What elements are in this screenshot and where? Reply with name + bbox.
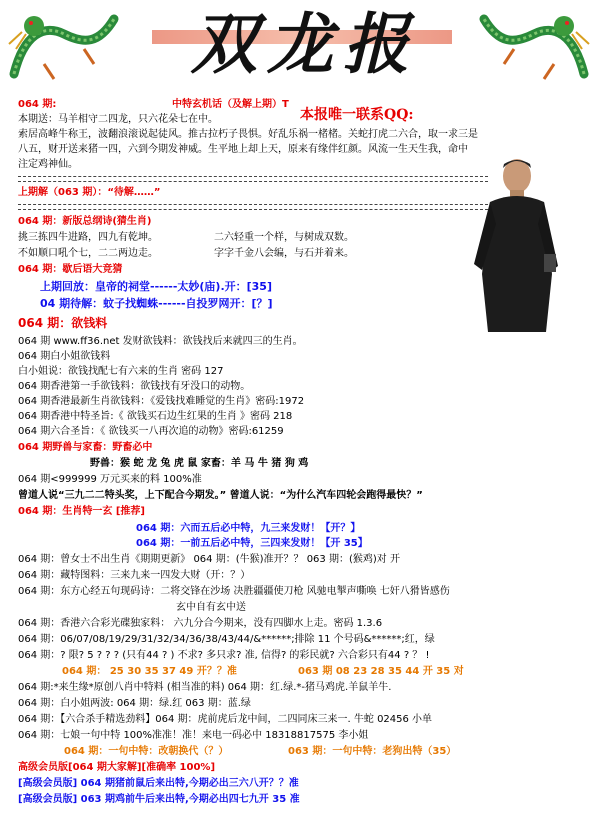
vip-line: [高级会员版] 063 期鸡前牛后来出特,今期必出四七九开 35 准 <box>18 794 300 805</box>
s6-numbers: 063 期 08 23 28 35 44 开 35 对 <box>298 666 464 677</box>
s4-line: 064 期白小姐欲钱料 <box>18 351 111 362</box>
page-title: 双龙报 <box>191 5 419 83</box>
s6-line: 064 期：藏特图料：三来九来一四发大财（开：？） <box>18 570 251 581</box>
s5-line: 064 期<999999 万元买来的料 100%准 <box>18 474 202 485</box>
divider <box>18 204 488 210</box>
contact-qq: 本报唯一联系QQ: <box>300 107 414 123</box>
s6-line: 064 期：06/07/08/19/29/31/32/34/36/38/43/44/&******;排除 11 个号码&******;红，绿 <box>18 634 435 645</box>
last-issue-answer: 上期解（063 期）：“待解……” <box>18 187 161 198</box>
s2-header: 064 期：新版总纲诗(猜生肖) <box>18 216 152 227</box>
s6-line: 064 期：一前五后必中特，三四来发财！【开 35】 <box>136 538 368 549</box>
s6-line: 064 期：香港六合彩光碟独家料： 六九分合今期来，没有四脚水上走。密码 1.3.6 <box>18 618 383 629</box>
s4-line: 064 期香港第一手欲钱料：欲钱找有牙没口的动物。 <box>18 381 251 392</box>
s5-line: 曾道人说“三九二二特头奖，上下配合今期发。” 曾道人说：“为什么汽车四轮会跑得最快？” <box>18 490 423 501</box>
s3-replay: 上期回放：皇帝的祠堂------太妙(庙).开：[35] <box>40 280 272 293</box>
s4-line: 064 期六合圣旨：《 欲钱买一八再次追的动物》密码:61259 <box>18 426 284 437</box>
s4-line: 064 期香港中特圣旨:《 欲钱买石边生红果的生肖 》密码 218 <box>18 411 293 422</box>
s1-text-line: 索居高峰牛称王，波翻浪滚说起徒风。推古拉朽子畏惧。好乱乐祸一楮楮。关蛇打虎二六合，取一求三是 <box>18 129 478 140</box>
dragon-left-icon <box>4 4 124 88</box>
s2-poem-b: 二六轻重一个样，与树成双数。 <box>214 232 354 243</box>
s4-line: 064 期 www.ff36.net 发财欲钱料：欲钱找后来就四三的生肖。 <box>18 336 303 347</box>
s1-text-line: 注定鸡神仙。 <box>18 159 78 170</box>
s6-line: 玄中自有玄中送 <box>176 602 246 613</box>
s2-poem-a: 挑三拣四牛进路，四九有乾坤。 <box>18 232 158 243</box>
s2-poem-a: 不如顺口吼个七，二二两边走。 <box>18 248 158 259</box>
vip-line: [高级会员版] 064 期猪前鼠后来出特,今期必出三六八开？？准 <box>18 778 299 789</box>
s6-line: 064 期：七娘一句中特 100%准准！准！来电一码必中 18318817575 李小姐 <box>18 730 369 741</box>
divider <box>18 176 488 182</box>
s2-poem-b: 字字千金八会编，与石并着来。 <box>214 248 354 259</box>
s6-oneline: 063 期：一句中特：老狗出特（35） <box>288 746 457 757</box>
s6-line: 064 期：? 限? 5 ? ? ? (只有44 ? ) 不求? 多只求? 准, 信得? 的彩民就? 六合彩只有44 ? ？ ! <box>18 650 430 661</box>
s6-header: 064 期：生肖特一玄 [推荐] <box>18 506 145 517</box>
s3-pending: 04 期待解：蚊子找蜘蛛------自投罗网开：[？] <box>40 297 273 310</box>
s4-header: 064 期：欲钱料 <box>18 316 108 330</box>
dragon-right-icon <box>474 4 594 88</box>
s6-line: 064 期：六而五后必中特，九三来发财！【开？】 <box>136 523 361 534</box>
s1-issue: 064 期: <box>18 99 57 110</box>
s1-poem: 本期送：马羊相守二四龙，只六花朵七在中。 <box>18 114 218 125</box>
s1-text-line: 八五，财开送来猪一四，六到今期发神威。生平地上却上天，原来有缘伴红颜。风流一生天生我，命中 <box>18 144 468 155</box>
s6-line: 064 期:*来生缘*原创八肖中特料 (相当准的料) 064 期：红.绿.*-猪马鸡虎.羊鼠羊牛. <box>18 682 392 693</box>
masthead <box>0 0 596 92</box>
s1-center: 中特玄机话（及解上期）T <box>172 99 289 110</box>
s6-oneline: 064 期：一句中特：改朝换代（？） <box>64 746 229 757</box>
s5-animals: 野兽：猴 蛇 龙 兔 虎 鼠 家畜：羊 马 牛 猪 狗 鸡 <box>90 458 309 469</box>
s4-line: 白小姐说：欲钱找配七有六来的生肖 密码 127 <box>18 366 224 377</box>
s6-line: 064 期：东方心经五句现码诗：二将交锋在沙场 决胜疆疆使刀枪 风驰电掣声嘶唤 七奸八猾皆感伤 <box>18 586 450 597</box>
s6-line: 064 期：白小姐两波: 064 期：绿.红 063 期：蓝.绿 <box>18 698 251 709</box>
vip-header: 高级会员版[064 期大家解][准确率 100%] <box>18 762 216 773</box>
s4-line: 064 期香港最新生肖欲钱料：《爱钱找难睡觉的生肖》密码:1972 <box>18 396 305 407</box>
s6-line: 064 期：【六合杀手精选劲料】064 期：虎前虎后龙中间，二四同床三来一. 牛蛇 02456 小单 <box>18 714 433 725</box>
s3-header: 064 期：歇后语大竞猜 <box>18 264 123 275</box>
s6-line: 064 期：曾女士不出生肖《期期更新》 064 期：(牛猴)准开？？ 063 期：(猴鸡)对 开 <box>18 554 400 565</box>
s5-header: 064 期野兽与家畜：野畜必中 <box>18 442 153 453</box>
s6-numbers: 064 期： 25 30 35 37 49 开？？准 <box>62 666 237 677</box>
